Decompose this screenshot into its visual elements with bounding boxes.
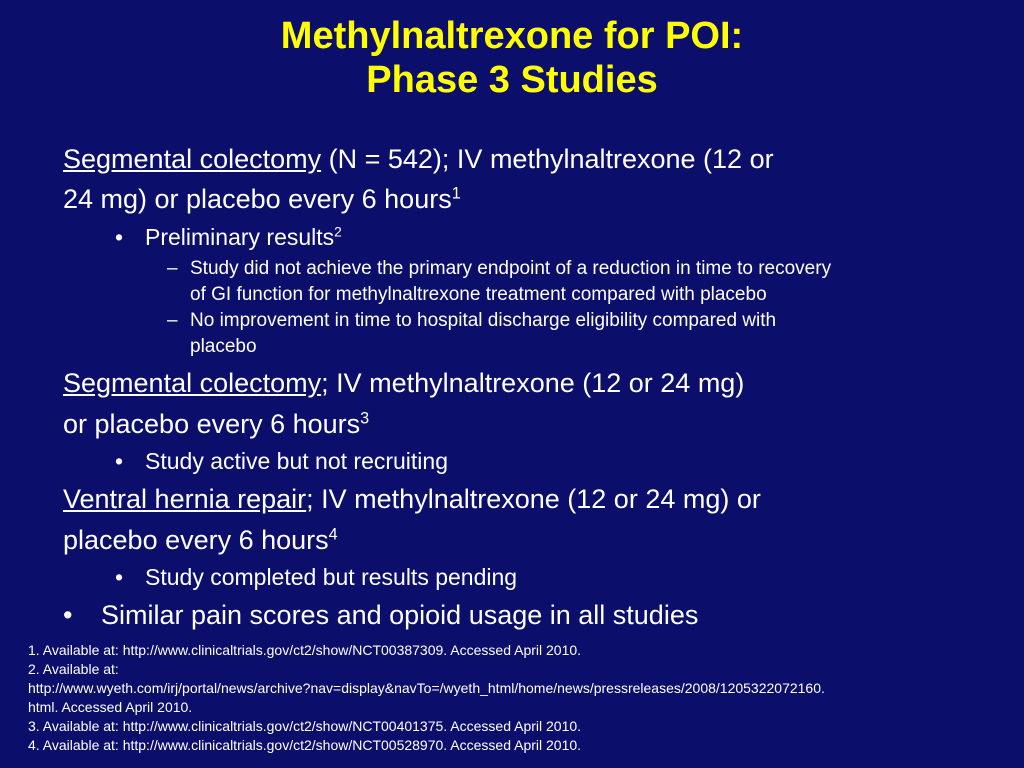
reference-line: html. Accessed April 2010.	[28, 699, 193, 715]
study3-sub-bullet	[115, 562, 517, 592]
summary-bullet-text: Similar pain scores and opioid usage in all studies	[101, 600, 699, 630]
study3-heading-line1	[63, 479, 761, 519]
reference-line: 2. Available at:	[28, 661, 119, 677]
study1-text-line1: (N = 542); IV methylnaltrexone (12 or	[321, 144, 774, 174]
bullet-icon: •	[115, 448, 124, 474]
study1-dash1-line2: of GI function for methylnaltrexone treatment compared with placebo	[190, 284, 767, 305]
slide-title	[0, 14, 1024, 102]
reference-line: http://www.wyeth.com/irj/portal/news/archive?nav=display&navTo=/wyeth_html/home/news/pressreleases/2008/1205322072160.	[28, 680, 825, 696]
study1-dash1-line1	[167, 256, 831, 281]
title-line-2: Phase 3 Studies	[366, 59, 658, 101]
study3-text-line1: ; IV methylnaltrexone (12 or 24 mg) or	[306, 484, 761, 514]
study1-heading-line1	[63, 139, 774, 179]
bullet-icon: •	[115, 224, 124, 250]
study1-dash1-text1: Study did not achieve the primary endpoint of a reduction in time to recovery	[190, 258, 832, 279]
dash-icon: –	[167, 310, 178, 331]
study3-sub-bullet-text: Study completed but results pending	[145, 564, 518, 590]
title-line-1: Methylnaltrexone for POI:	[280, 15, 744, 57]
study1-dash2-line2: placebo	[190, 336, 257, 357]
study1-text-line2: 24 mg) or placebo every 6 hours	[63, 184, 452, 214]
references	[28, 641, 825, 755]
study1-sub-bullet	[115, 222, 342, 252]
summary-bullet	[63, 595, 698, 635]
dash-icon: –	[167, 258, 178, 279]
study1-dash2-line1	[167, 308, 776, 333]
study2-text-line1: ; IV methylnaltrexone (12 or 24 mg)	[321, 368, 745, 398]
study3-procedure: Ventral hernia repair	[63, 484, 307, 514]
study2-heading-line2	[63, 404, 369, 444]
bullet-icon: •	[63, 600, 73, 630]
bullet-icon: •	[115, 564, 124, 590]
reference-line: 4. Available at: http://www.clinicaltrials.gov/ct2/show/NCT00528970. Accessed April 2010.	[28, 737, 582, 753]
study2-ref-sup: 3	[360, 409, 370, 428]
study2-text-line2: or placebo every 6 hours	[63, 409, 361, 439]
reference-line: 1. Available at: http://www.clinicaltrials.gov/ct2/show/NCT00387309. Accessed April 2010.	[28, 642, 582, 658]
study1-sub-bullet-text: Preliminary results	[145, 224, 335, 250]
reference-line: 3. Available at: http://www.clinicaltrials.gov/ct2/show/NCT00401375. Accessed April 2010.	[28, 718, 582, 734]
study2-heading-line1	[63, 363, 744, 403]
study1-procedure: Segmental colectomy	[63, 144, 322, 174]
study1-ref-sup: 1	[451, 184, 461, 203]
study1-dash2-text1: No improvement in time to hospital discharge eligibility compared with	[190, 310, 777, 331]
study1-heading-line2	[63, 179, 461, 219]
study3-ref-sup: 4	[328, 525, 338, 544]
study2-sub-bullet-text: Study active but not recruiting	[145, 448, 448, 474]
study2-procedure: Segmental colectomy	[63, 368, 322, 398]
study3-text-line2: placebo every 6 hours	[63, 525, 329, 555]
study2-sub-bullet	[115, 446, 448, 476]
study3-heading-line2	[63, 520, 338, 560]
study1-sub-bullet-sup: 2	[334, 224, 342, 240]
